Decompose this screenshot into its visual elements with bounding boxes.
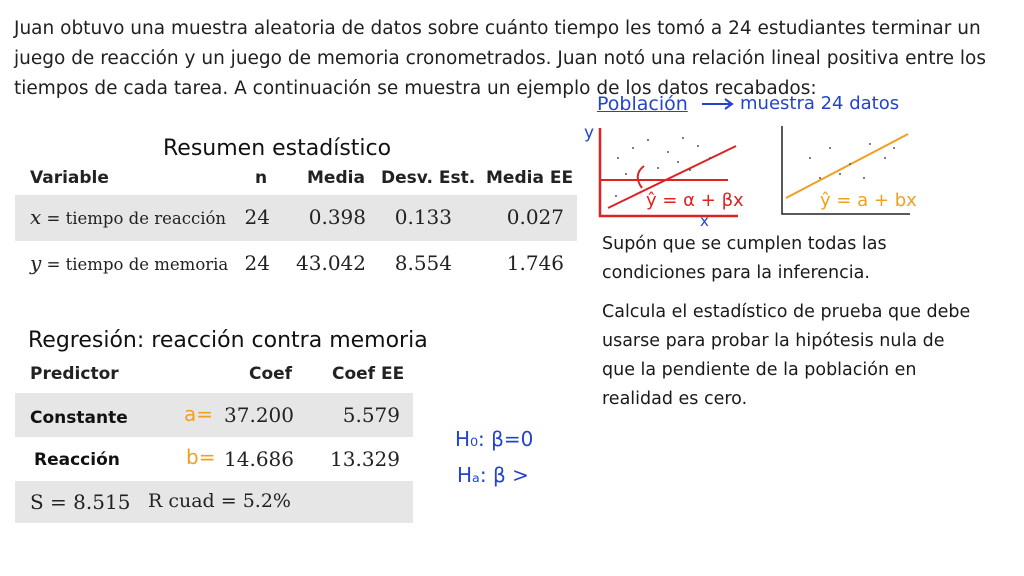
summary-row-x-label: [30, 205, 226, 229]
sample-equation: ŷ = a + bx: [820, 190, 917, 211]
summary-row-y-mean: 43.042: [296, 251, 366, 275]
arrow-right-icon: [700, 96, 736, 112]
regression-footer-rsq: R cuad = 5.2%: [148, 490, 291, 512]
side-line: que la pendiente de la población en: [602, 360, 917, 380]
summary-row-x-sd: 0.133: [394, 205, 452, 229]
var-symbol: y: [30, 251, 42, 275]
summary-row-y-sd: 8.554: [394, 251, 452, 275]
population-label: Población: [597, 93, 688, 115]
axis-x-label: x: [700, 212, 709, 228]
regression-row-constant-coef: 37.200: [224, 403, 294, 427]
regression-row-reaction-label: Reacción: [34, 450, 120, 470]
annotation-b: b=: [186, 445, 216, 469]
side-line: condiciones para la inferencia.: [602, 263, 870, 283]
summary-row-x-n: 24: [244, 205, 270, 229]
population-equation: ŷ = α + βx: [646, 190, 744, 211]
summary-header-mean: Media: [307, 168, 365, 188]
null-hypothesis: H₀: β=0: [455, 427, 534, 451]
summary-row-x-mean: 0.398: [308, 205, 366, 229]
regression-footer-s: S = 8.515: [30, 490, 131, 514]
summary-header-variable: Variable: [30, 168, 109, 188]
summary-title: Resumen estadístico: [163, 136, 392, 161]
var-label: = tiempo de reacción: [46, 209, 227, 228]
regression-row-reaction-se: 13.329: [330, 447, 400, 471]
summary-header-sd: Desv. Est.: [381, 168, 476, 188]
summary-row-x-se: 0.027: [506, 205, 564, 229]
summary-row-y-label: [30, 251, 228, 275]
regression-row-constant-se: 5.579: [342, 403, 400, 427]
annotation-a: a=: [184, 402, 214, 426]
sample-label: muestra 24 datos: [740, 93, 900, 114]
regression-row-reaction-coef: 14.686: [224, 447, 294, 471]
summary-row-y-se: 1.746: [506, 251, 564, 275]
side-line: Calcula el estadístico de prueba que debe: [602, 302, 971, 322]
var-symbol: x: [30, 205, 42, 229]
summary-header-n: n: [255, 168, 268, 188]
regression-header-predictor: Predictor: [30, 364, 119, 384]
population-sketch: [578, 118, 758, 228]
regression-row-constant-label: Constante: [30, 408, 128, 428]
side-line: usarse para probar la hipótesis nula de: [602, 331, 945, 351]
side-text-conditions: [602, 230, 887, 288]
intro-paragraph: Juan obtuvo una muestra aleatoria de datos sobre cuánto tiempo les tomó a 24 estudiantes terminar un juego de reacción y un juego de memoria cronometrados. Juan notó una relación lineal positiva entre los tiempos de cada tarea. A continuación se muestra un ejemplo de los datos recabados:: [14, 18, 987, 99]
side-text-question: [602, 298, 970, 414]
regression-header-coef: Coef: [249, 364, 293, 384]
side-line: Supón que se cumplen todas las: [602, 234, 887, 254]
alt-hypothesis: Hₐ: β >: [457, 463, 529, 487]
side-line: realidad es cero.: [602, 389, 748, 409]
regression-title: Regresión: reacción contra memoria: [28, 328, 428, 353]
summary-row-y-n: 24: [244, 251, 270, 275]
regression-header-coef-se: Coef EE: [332, 364, 405, 384]
var-label: = tiempo de memoria: [46, 255, 229, 274]
axis-y-label: y: [584, 123, 595, 143]
summary-header-se: Media EE: [486, 168, 574, 188]
